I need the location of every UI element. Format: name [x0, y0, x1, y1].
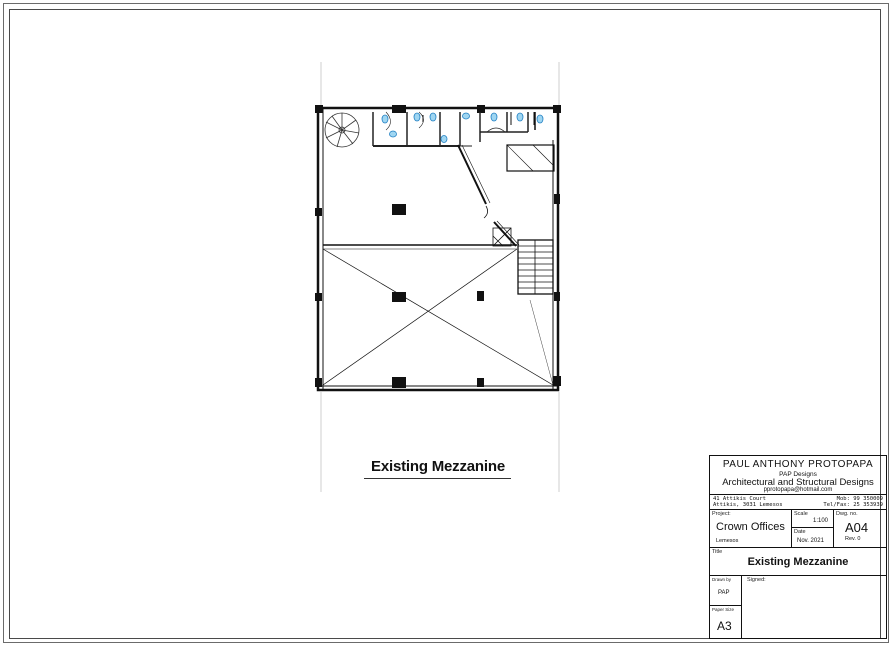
designer-section [710, 456, 886, 495]
designer-name: PAUL ANTHONY PROTOPAPA [722, 459, 874, 470]
paper-size-label: Paper Size [712, 607, 735, 612]
date-label: Date [794, 529, 806, 535]
project-name: Crown Offices [716, 521, 785, 533]
signature-section [710, 576, 886, 638]
drawing-title: Existing Mezzanine [371, 458, 505, 475]
drawn-by-label: Drawn by [712, 577, 732, 582]
drawing-number-value: A04 [845, 520, 869, 535]
paper-size-cell [710, 606, 742, 638]
date-value: Nov. 2021 [797, 538, 824, 544]
drawn-by-cell [710, 576, 742, 606]
address-line-2: Attikis, 3031 Lemesos [713, 502, 783, 508]
service-room [507, 145, 554, 171]
wc-block [373, 112, 528, 146]
project-section [710, 510, 886, 548]
straight-stair [518, 240, 553, 294]
spiral-stair [325, 113, 359, 147]
revision-value: Rev. 0 [845, 536, 861, 542]
firm-name: PAP Designs [779, 471, 817, 478]
scale-value: 1:100 [812, 518, 828, 524]
firm-email: pprotopapa@hotmail.com [763, 487, 833, 493]
drawing-title-underline [364, 478, 511, 479]
signed-cell [742, 576, 886, 638]
drawing-number-label: Dwg. no. [836, 511, 858, 517]
signed-label: Signed: [747, 577, 766, 583]
drawn-by-value: PAP [718, 590, 730, 596]
tel-fax-number: Tel/Fax: 25 353939 [823, 502, 883, 508]
mobile-number: Mob: 99 350009 [836, 496, 883, 502]
scale-label: Scale [794, 511, 808, 517]
title-value: Existing Mezzanine [747, 556, 849, 568]
diagonal-partition [458, 145, 519, 246]
project-cell [710, 510, 792, 547]
title-section [710, 548, 886, 576]
address-section [710, 495, 886, 510]
project-location: Lemesos [716, 538, 739, 544]
columns [315, 105, 561, 388]
title-block [709, 455, 887, 639]
drawing-number-cell [834, 510, 886, 547]
firm-tagline: Architectural and Structural Designs [722, 477, 874, 488]
sanitary-fixtures [382, 113, 543, 143]
scale-cell [792, 510, 834, 528]
title-label: Title [712, 549, 723, 555]
project-label: Project: [712, 511, 731, 517]
date-cell [792, 528, 834, 547]
address-line-1: 41 Attikis Court [713, 496, 766, 502]
paper-size-value: A3 [717, 619, 732, 633]
